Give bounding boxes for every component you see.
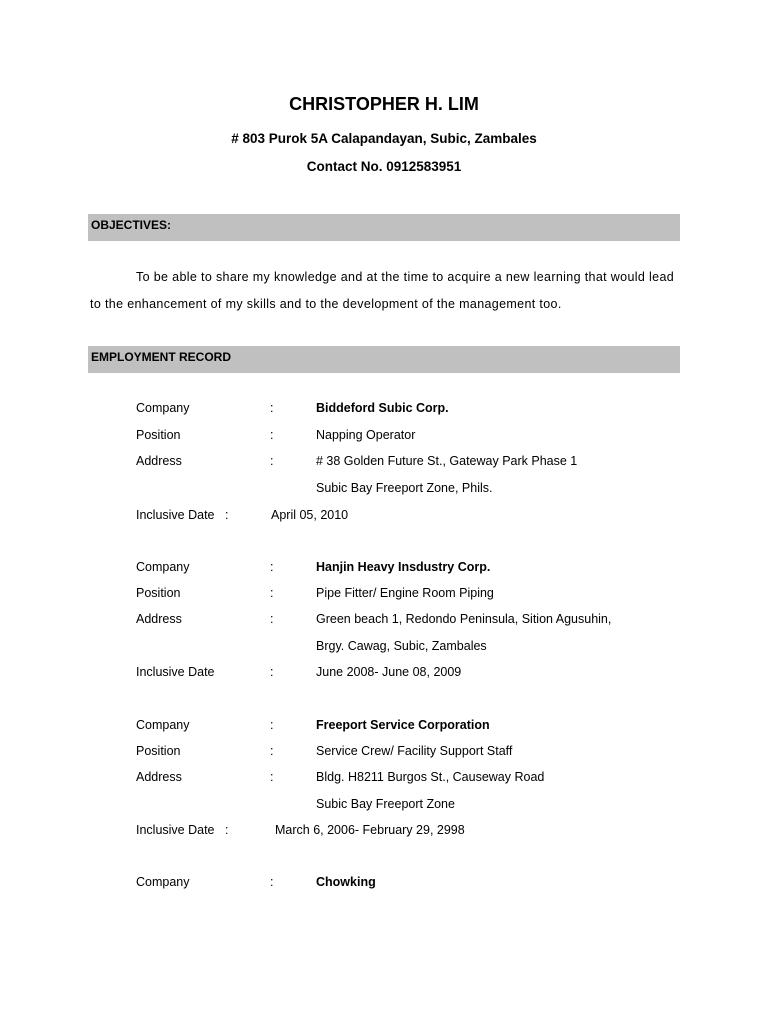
objectives-heading: OBJECTIVES:: [91, 218, 172, 232]
address-label: Address: [136, 454, 182, 468]
address-value-line-1: Green beach 1, Redondo Peninsula, Sition Agusuhin,: [316, 612, 612, 626]
position-value: Pipe Fitter/ Engine Room Piping: [316, 586, 494, 600]
position-value: Napping Operator: [316, 428, 416, 442]
colon: :: [270, 744, 274, 758]
colon: :: [270, 454, 274, 468]
company-value: Chowking: [316, 875, 376, 889]
position-label: Position: [136, 586, 181, 600]
company-value: Freeport Service Corporation: [316, 718, 490, 732]
colon: :: [270, 586, 274, 600]
address-label: Address: [136, 612, 182, 626]
address-label: Address: [136, 770, 182, 784]
objectives-text-line-2: to the enhancement of my skills and to the development of the management too.: [90, 297, 562, 311]
company-label: Company: [136, 718, 190, 732]
colon: :: [270, 770, 274, 784]
employment-heading: EMPLOYMENT RECORD: [91, 350, 232, 364]
colon: :: [270, 718, 274, 732]
colon: :: [270, 401, 274, 415]
address-value-line-1: # 38 Golden Future St., Gateway Park Phase 1: [316, 454, 578, 468]
objectives-text-line-1: To be able to share my knowledge and at the time to acquire a new learning that would lead: [136, 270, 675, 284]
company-value: Hanjin Heavy Insdustry Corp.: [316, 560, 491, 574]
colon: :: [225, 508, 229, 522]
position-label: Position: [136, 744, 181, 758]
address-value-line-2: Subic Bay Freeport Zone, Phils.: [316, 481, 493, 495]
position-value: Service Crew/ Facility Support Staff: [316, 744, 513, 758]
address-value-line-2: Subic Bay Freeport Zone: [316, 797, 455, 811]
colon: :: [270, 875, 274, 889]
date-label: Inclusive Date: [136, 823, 215, 837]
colon: :: [270, 665, 274, 679]
address-value-line-2: Brgy. Cawag, Subic, Zambales: [316, 639, 487, 653]
date-value: April 05, 2010: [271, 508, 349, 522]
applicant-contact: Contact No. 0912583951: [306, 159, 462, 174]
position-label: Position: [136, 428, 181, 442]
company-value: Biddeford Subic Corp.: [316, 401, 449, 415]
applicant-name: CHRISTOPHER H. LIM: [289, 94, 479, 114]
applicant-address: # 803 Purok 5A Calapandayan, Subic, Zambales: [231, 131, 537, 146]
employment-section-bar: [88, 346, 680, 373]
colon: :: [270, 428, 274, 442]
objectives-section-bar: [88, 214, 680, 241]
date-value: June 2008- June 08, 2009: [316, 665, 462, 679]
address-value-line-1: Bldg. H8211 Burgos St., Causeway Road: [316, 770, 545, 784]
company-label: Company: [136, 875, 190, 889]
date-value: March 6, 2006- February 29, 2998: [275, 823, 465, 837]
company-label: Company: [136, 401, 190, 415]
company-label: Company: [136, 560, 190, 574]
colon: :: [270, 612, 274, 626]
colon: :: [225, 823, 229, 837]
date-label: Inclusive Date: [136, 665, 215, 679]
colon: :: [270, 560, 274, 574]
date-label: Inclusive Date: [136, 508, 215, 522]
